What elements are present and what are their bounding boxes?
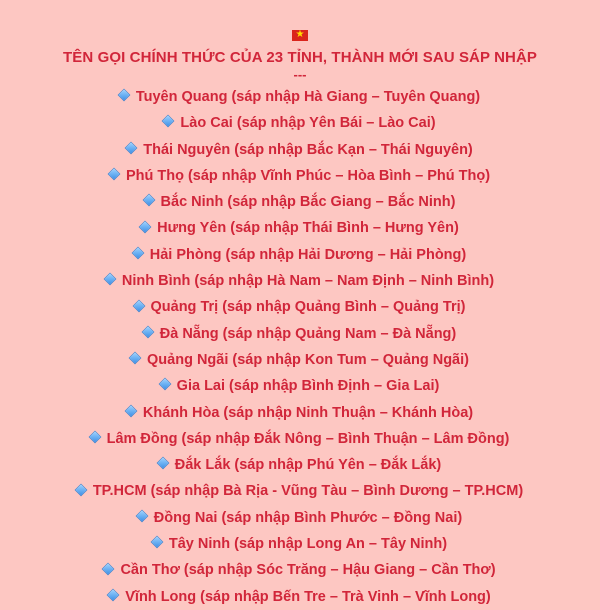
list-item bbox=[0, 321, 600, 347]
province-list bbox=[0, 84, 600, 610]
list-item bbox=[0, 110, 600, 136]
list-item bbox=[0, 268, 600, 294]
small-blue-diamond-icon bbox=[132, 247, 143, 258]
list-item bbox=[0, 215, 600, 241]
list-item bbox=[0, 584, 600, 610]
small-blue-diamond-icon bbox=[142, 326, 153, 337]
list-item-text: Thái Nguyên (sáp nhập Bắc Kạn – Thái Nguyên) bbox=[143, 141, 473, 158]
list-item-text: Hưng Yên (sáp nhập Thái Bình – Hưng Yên) bbox=[157, 220, 459, 237]
list-item-text: TP.HCM (sáp nhập Bà Rịa - Vũng Tàu – Bình Dương – TP.HCM) bbox=[92, 483, 524, 500]
list-item-text: Bắc Ninh (sáp nhập Bắc Giang – Bắc Ninh) bbox=[160, 194, 456, 211]
list-item-text: Gia Lai (sáp nhập Bình Định – Gia Lai) bbox=[176, 378, 440, 395]
page-title: TÊN GỌI CHÍNH THỨC CỦA 23 TỈNH, THÀNH MỚI SAU SÁP NHẬP bbox=[63, 49, 537, 66]
small-blue-diamond-icon bbox=[126, 142, 137, 153]
list-item bbox=[0, 347, 600, 373]
list-item-text: Quảng Trị (sáp nhập Quảng Bình – Quảng Trị) bbox=[150, 299, 466, 316]
small-blue-diamond-icon bbox=[104, 274, 115, 285]
list-item bbox=[0, 294, 600, 320]
list-item bbox=[0, 452, 600, 478]
list-item bbox=[0, 531, 600, 557]
list-item bbox=[0, 137, 600, 163]
small-blue-diamond-icon bbox=[163, 116, 174, 127]
small-blue-diamond-icon bbox=[140, 221, 151, 232]
list-item bbox=[0, 373, 600, 399]
vietnam-flag-icon bbox=[0, 30, 600, 48]
small-blue-diamond-icon bbox=[143, 195, 154, 206]
small-blue-diamond-icon bbox=[136, 510, 147, 521]
list-item-text: Lào Cai (sáp nhập Yên Bái – Lào Cai) bbox=[180, 115, 436, 132]
list-item bbox=[0, 189, 600, 215]
list-item-text: Lâm Đồng (sáp nhập Đắk Nông – Bình Thuận – Lâm Đồng) bbox=[106, 430, 510, 447]
small-blue-diamond-icon bbox=[159, 379, 170, 390]
list-item-text: Đồng Nai (sáp nhập Bình Phước – Đồng Nai) bbox=[153, 509, 463, 526]
list-item bbox=[0, 84, 600, 110]
small-blue-diamond-icon bbox=[125, 405, 136, 416]
list-item-text: Khánh Hòa (sáp nhập Ninh Thuận – Khánh Hòa) bbox=[142, 404, 474, 421]
small-blue-diamond-icon bbox=[108, 168, 119, 179]
list-item-text: Đà Nẵng (sáp nhập Quảng Nam – Đà Nẵng) bbox=[159, 325, 457, 342]
list-item-text: Quảng Ngãi (sáp nhập Kon Tum – Quảng Ngãi) bbox=[147, 351, 469, 368]
small-blue-diamond-icon bbox=[118, 90, 129, 101]
list-item-text: Đắk Lắk (sáp nhập Phú Yên – Đắk Lắk) bbox=[174, 457, 442, 474]
list-item bbox=[0, 242, 600, 268]
list-item bbox=[0, 478, 600, 504]
list-item-text: Hải Phòng (sáp nhập Hải Dương – Hải Phòng) bbox=[149, 246, 467, 263]
small-blue-diamond-icon bbox=[133, 300, 144, 311]
list-item bbox=[0, 505, 600, 531]
list-item bbox=[0, 163, 600, 189]
list-item-text: Ninh Bình (sáp nhập Hà Nam – Nam Định – Ninh Bình) bbox=[121, 273, 495, 290]
list-item bbox=[0, 426, 600, 452]
small-blue-diamond-icon bbox=[75, 484, 86, 495]
list-item-text: Cần Thơ (sáp nhập Sóc Trăng – Hậu Giang – Cần Thơ) bbox=[120, 562, 496, 579]
list-item-text: Tuyên Quang (sáp nhập Hà Giang – Tuyên Quang) bbox=[135, 89, 481, 105]
list-item-text: Vĩnh Long (sáp nhập Bến Tre – Trà Vinh – Vĩnh Long) bbox=[125, 588, 491, 605]
small-blue-diamond-icon bbox=[151, 537, 162, 548]
list-item bbox=[0, 400, 600, 426]
small-blue-diamond-icon bbox=[157, 458, 168, 469]
small-blue-diamond-icon bbox=[129, 352, 140, 363]
small-blue-diamond-icon bbox=[108, 589, 119, 600]
list-item-text: Phú Thọ (sáp nhập Vĩnh Phúc – Hòa Bình – Phú Thọ) bbox=[125, 167, 491, 184]
list-item bbox=[0, 557, 600, 583]
separator: --- bbox=[293, 67, 307, 82]
small-blue-diamond-icon bbox=[103, 563, 114, 574]
list-item-text: Tây Ninh (sáp nhập Long An – Tây Ninh) bbox=[168, 536, 448, 553]
small-blue-diamond-icon bbox=[89, 431, 100, 442]
